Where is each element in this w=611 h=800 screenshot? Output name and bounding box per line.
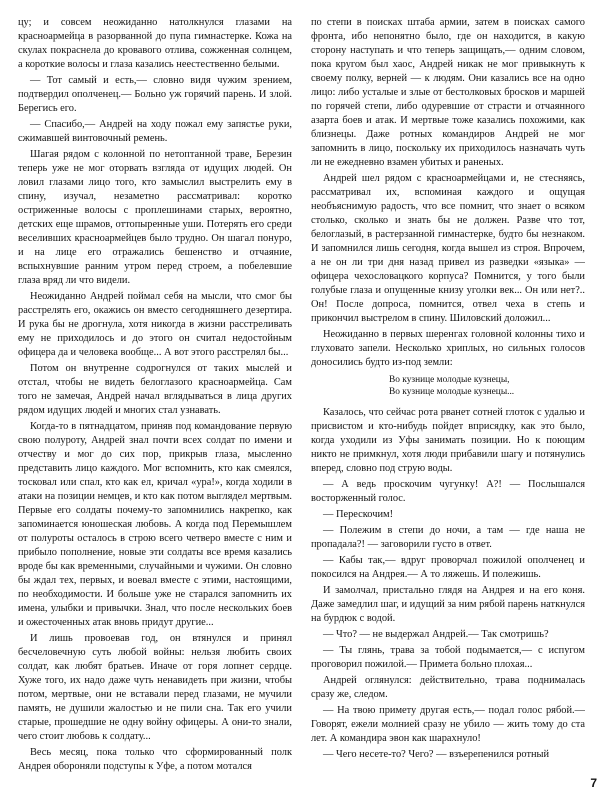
paragraph: — Кабы так,— вдруг проворчал пожилой ополченец и покосился на Андрея.— А то ляжешь. И полежишь. — [311, 555, 585, 580]
paragraph: — На твою примету другая есть,— подал голос рябой.— Говорят, ежели молнией сразу не убило — жить тому до ста лет. А командира эвон как шарахнуло! — [311, 705, 585, 744]
paragraph: по степи в поисках штаба армии, затем в поисках самого фронта, ибо непонятно было, где он находится, в какую сторону наступать и что теперь защищать,— одним словом, пока кругом был хаос, Андрей никак не мог привыкнуть к своему полку, верней — к людям. Они казались все на одно лицо: либо усталые и злые от бестолковых бросков и маршей по горячей степи, либо одуревшие от страсти и отчаянного азарта боев и атак. И мертвые тоже казались похожими, как близнецы. Даже ротных командиров Андрей не мог запомнить в лицо, поскольку их приходилось назначать чуть ли не ежедневно взамен убитых и раненых. — [311, 17, 585, 168]
page-number: 7 — [590, 776, 597, 790]
paragraph: — Перескочим! — [323, 509, 394, 520]
paragraph: Неожиданно Андрей поймал себя на мысли, что смог бы расстрелять его, окажись он вместо сегодняшнего дезертира. И рука бы не дрогнула, хотя никогда в жизни расстреливать ему не приходилось и до этого он считал недостойным офицера да и человека вообще... А вот этого расстрелял бы... — [18, 291, 292, 358]
verse-line: Во кузнице молодые кузнецы, — [389, 375, 510, 385]
paragraph: И замолчал, пристально глядя на Андрея и на его коня. Даже замедлил шаг, и идущий за ним рябой парень наткнулся на бурдюк с водой. — [311, 585, 585, 624]
paragraph: — Ты глянь, трава за тобой подымается,— с испугом проговорил пожилой.— Примета больно плохая... — [311, 645, 585, 670]
paragraph: — А ведь проскочим чугунку! А?! — Послышался восторженный голос. — [311, 479, 585, 504]
song-verse — [389, 374, 585, 398]
verse-line: Во кузнице молодые кузнецы... — [389, 387, 515, 397]
paragraph: Андрей оглянулся: действительно, трава поднималась сразу же, следом. — [311, 675, 585, 700]
paragraph: — Чего несете-то? Чего? — взъерепенился ротный — [323, 749, 550, 760]
paragraph: И лишь провоевав год, он втянулся и принял бесчеловечную суть любой войны: нельзя любить своих солдат, как любят братьев. Иначе от горя лопнет сердце. Хуже того, их надо даже чуть ненавидеть при жизни, чтобы потом, мертвые, они не вставали перед глазами, не мучили память, не душили жалостью и не пили сна. Так его учили старые, прошедшие не одну войну офицеры. А они-то знали, чего стоит любовь к солдату... — [18, 633, 292, 742]
paragraph: Неожиданно в первых шеренгах головной колонны тихо и глуховато запели. Несколько хриплых, но сильных голосов доносились будто из-под земли: — [311, 329, 585, 368]
paragraph: Потом он внутренне содрогнулся от таких мыслей и отстал, чтобы не видеть белоглазого красноармейца. Сам того не замечая, Андрей начал вглядываться в лица других рядом идущих людей и многих стал узнавать. — [18, 363, 292, 416]
paragraph: Казалось, что сейчас рота рванет сотней глоток с удалью и присвистом и кто-нибудь пойдет вприсядку, как это было, когда уходили из Уфы занимать позиции. Но к поющим никто не примкнул, хотя люди прибавили шагу и потянулись вперед, словно под струю воды. — [311, 407, 585, 474]
right-column — [311, 16, 585, 764]
paragraph: цу; и совсем неожиданно натолкнулся глазами на красноармейца в разорванной до пупа гимнастерке. Кожа на скулах покраснела до кровавого отлива, сожженная солнцем, а короткие волосы и глаза казались неестественно белыми. — [18, 17, 292, 70]
paragraph: Андрей шел рядом с красноармейцами и, не стесняясь, рассматривал их, вспоминая каждого и ощущая необъяснимую радость, что все помнит, что знает о всяком столько, сколько и знать бы не должен. Разве что тот, белоглазый, в растерзанной гимнастерке, будто бы незнаком. И запомнился лишь сегодня, когда вышел из строя. Впрочем, а не он ли три дня назад привел из разведки «языка» — офицера чехословацкого корпуса? Помнится, у того были голубые глаза и опущенные книзу уголки век... Он или нет?.. Он! После допроса, помнится, отвел чеха в степь и прикончил выстрелом в спину. Шиловский доложил... — [311, 173, 585, 324]
paragraph: Весь месяц, пока только что сформированный полк Андрея обороняли подступы к Уфе, а потом мотался — [18, 747, 292, 772]
paragraph: — Тот самый и есть,— словно видя чужим зрением, подтвердил ополченец.— Больно уж горячий парень. И злой. Берегись его. — [18, 75, 292, 114]
paragraph: — Спасибо,— Андрей на ходу пожал ему запястье руки, сжимавшей винтовочный ремень. — [18, 119, 292, 144]
left-column — [18, 16, 292, 776]
paragraph: Когда-то в пятнадцатом, приняв под командование первую свою полуроту, Андрей знал почти всех солдат по имени и отчеству и мог до сих пор, прикрыв глаза, мысленно представить лицо каждого. Мог вспомнить, кто как смеялся, тосковал или спал, кто как ел, кричал «ура!», когда ходили в атаки на позиции немцев, и кто как потом выглядел мертвым. Первые его солдаты почему-то запомнились накрепко, как запоминается юношеская любовь. А когда под Перемышлем от полуроты осталось в строю всего четверо вместе с ним и прибыло пополнение, новые эти солдаты все время казались вроде бы как временными, случайными и чужими. Он словно бы ждал тех, первых, и воевал вместе с этими, настоящими, по необходимости. И больше уже не старался запомнить их имена, улыбки и привычки. Знал, что после нескольких боев и ожесточенных атак вновь придут другие... — [18, 421, 292, 628]
paragraph: — Что? — не выдержал Андрей.— Так смотришь? — [323, 629, 549, 640]
paragraph: Шагая рядом с колонной по нетоптанной траве, Березин теперь уже не мог оторвать взгляда от идущих людей. Он ловил глазами лицо того, кто замыслил выстрелить ему в спину, изучал, незаметно рассматривал: коротко остриженные волосы с проплешинами старых, вероятно, детских еще шрамов, оттопыренные уши. Потерять его среди веселивших красноармейцев было трудно. Он шагал понуро, и на лице его отражались бешенство и отчаяние, вспыхнувшие ранним утром перед строем, а побелевшие глаза вряд ли что видели. — [18, 149, 292, 286]
paragraph: — Полежим в степи до ночи, а там — где наша не пропадала?! — заговорили густо в ответ. — [311, 525, 585, 550]
